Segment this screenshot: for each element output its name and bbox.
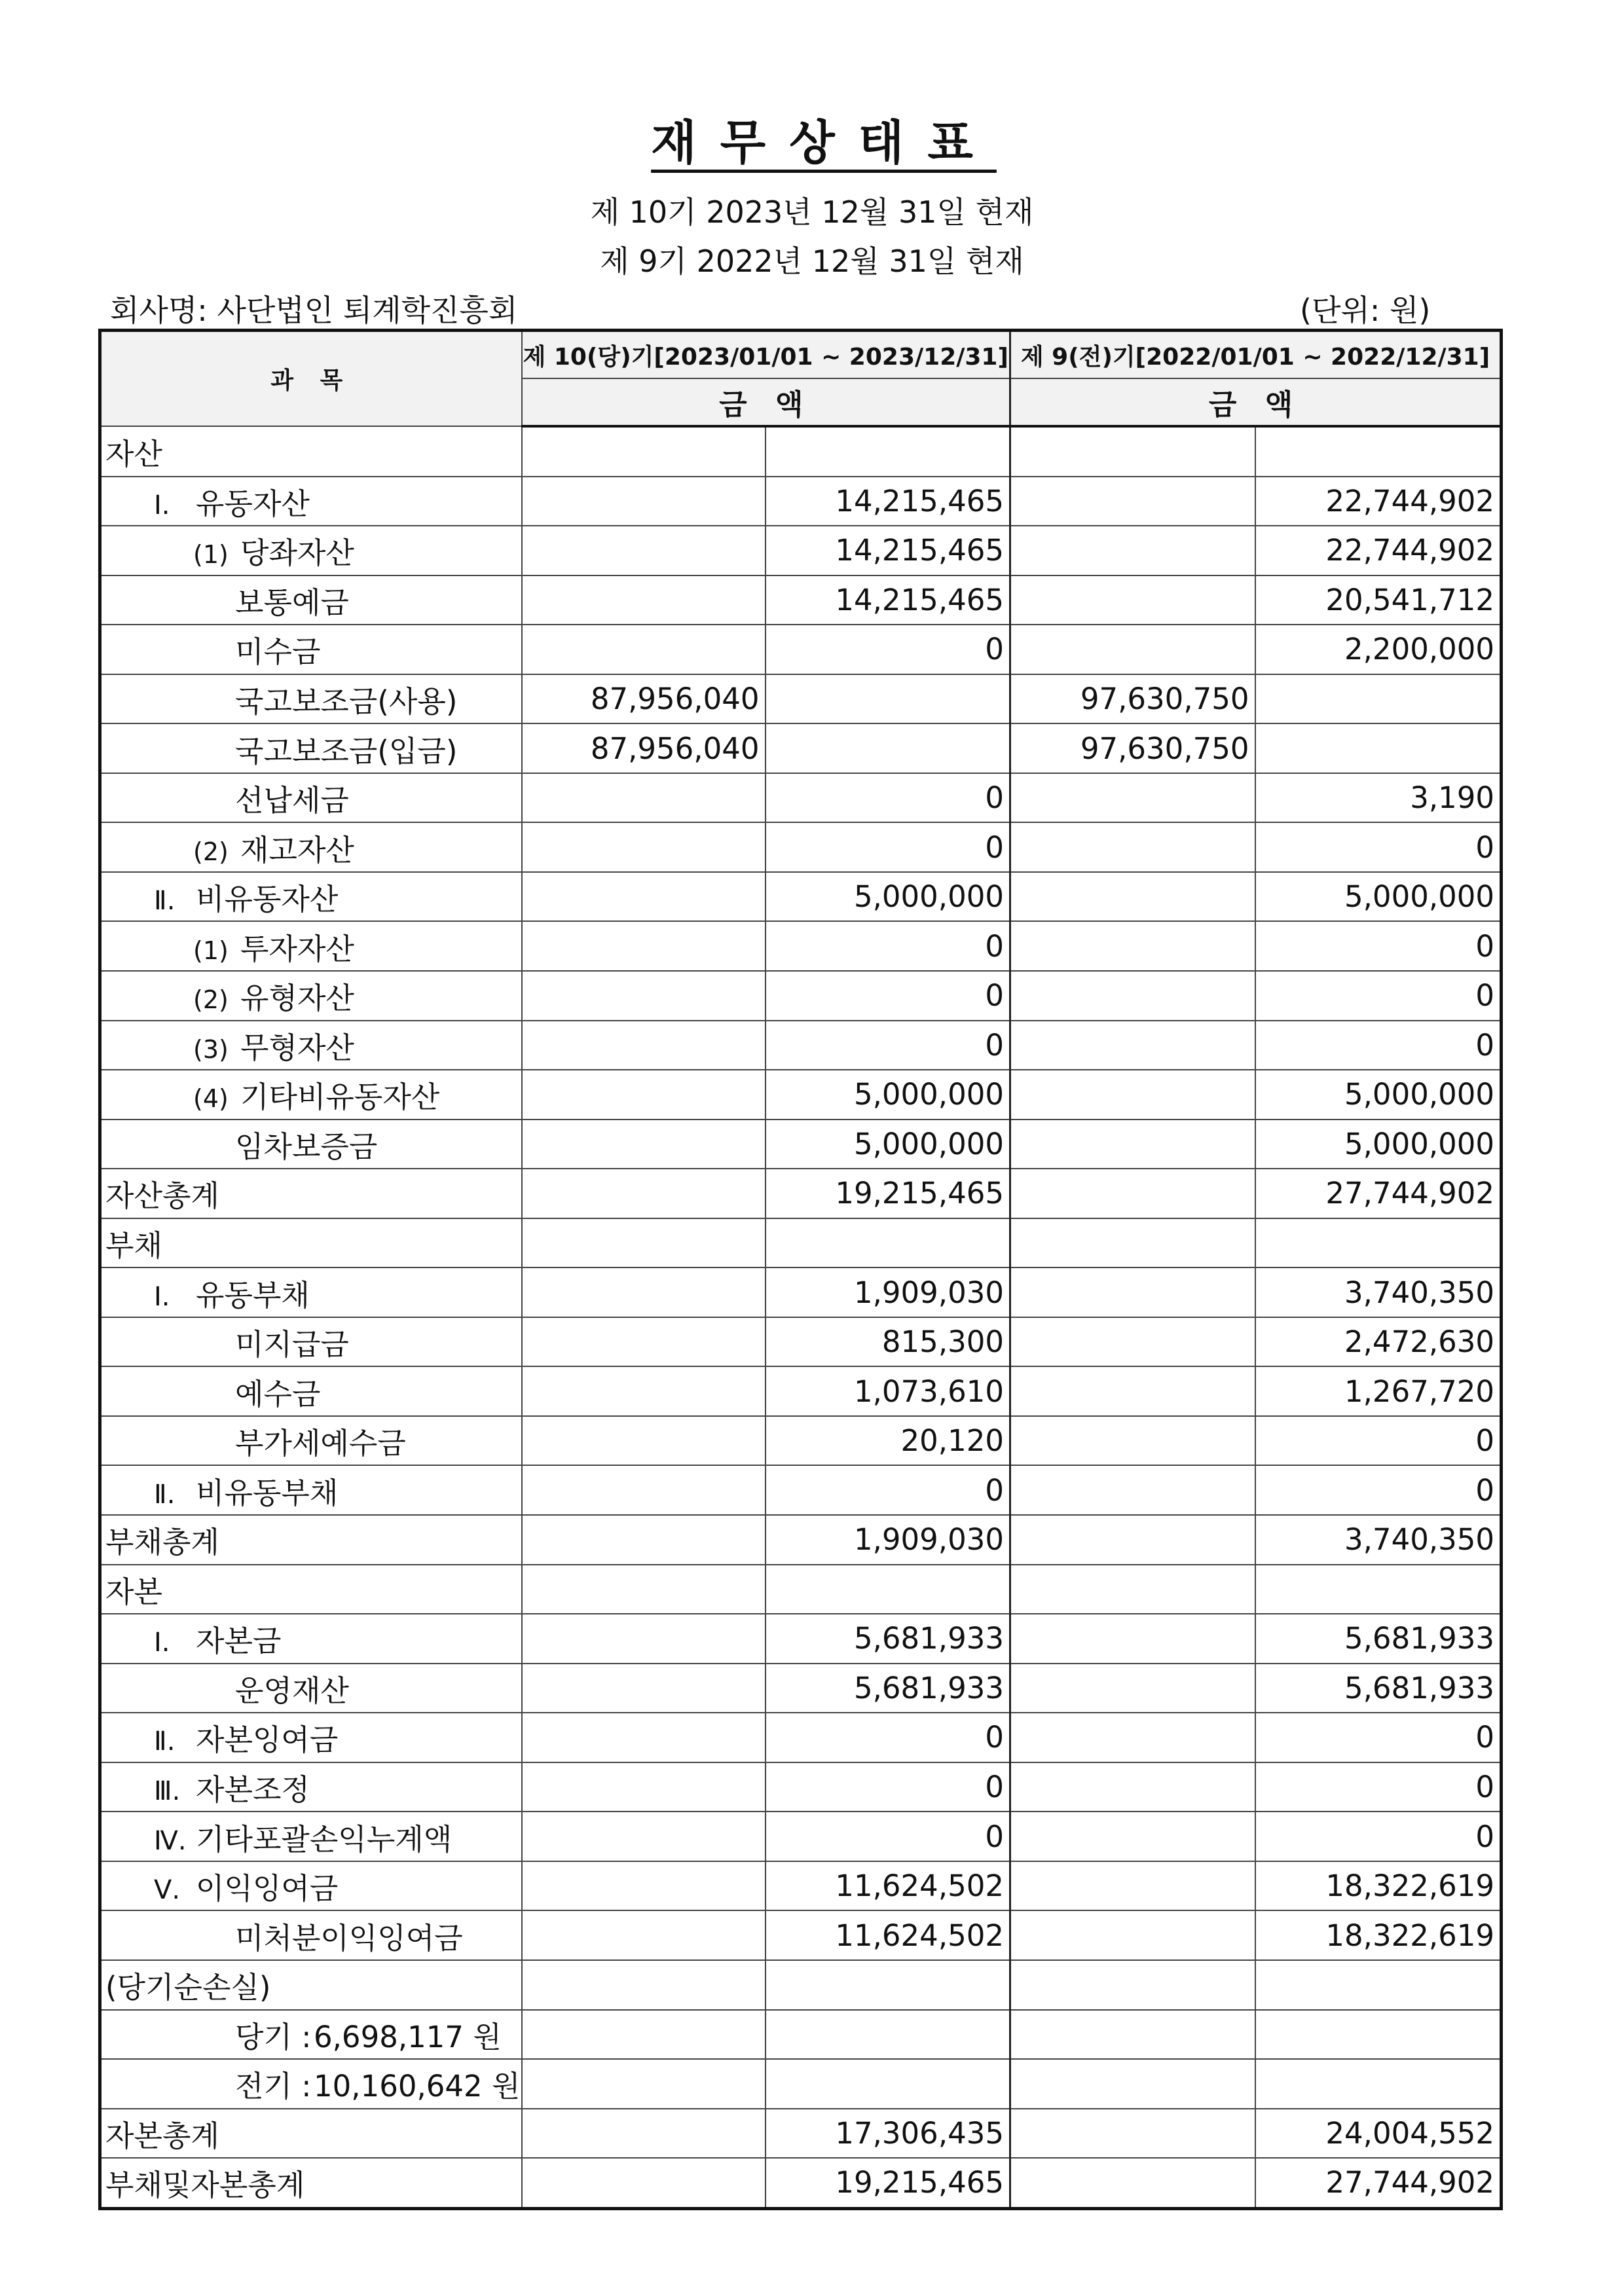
current-detail-cell [522, 1664, 766, 1713]
section-marker: (3) [193, 1034, 229, 1064]
current-total-cell [766, 2059, 1010, 2109]
current-period-header: 제 10(당)기[2023/01/01 ~ 2023/12/31] [522, 331, 1010, 379]
prior-total-cell: 0 [1255, 1021, 1502, 1070]
prior-detail-cell [1010, 1070, 1255, 1120]
current-detail-cell [522, 872, 766, 922]
current-total-cell: 1,909,030 [766, 1267, 1010, 1317]
prior-detail-cell [1010, 1614, 1255, 1664]
table-row [100, 1565, 1502, 1614]
section-marker: (1) [193, 936, 229, 965]
prior-detail-cell [1010, 1120, 1255, 1169]
current-total-cell: 11,624,502 [766, 1910, 1010, 1960]
current-total-cell [766, 2010, 1010, 2060]
section-marker: Ⅲ. [154, 1776, 181, 1807]
current-detail-cell [522, 2158, 766, 2208]
table-row [100, 971, 1502, 1021]
prior-detail-cell [1010, 1762, 1255, 1812]
section-marker: (2) [193, 837, 229, 866]
prior-total-cell: 5,681,933 [1255, 1664, 1502, 1713]
prior-detail-cell [1010, 822, 1255, 872]
table-row [100, 1120, 1502, 1169]
table-row [100, 1812, 1502, 1861]
current-detail-cell [522, 2109, 766, 2159]
prior-detail-cell [1010, 872, 1255, 922]
table-row [100, 1366, 1502, 1416]
account-label: 자산 [100, 426, 522, 477]
account-label: (3) 무형자산 [100, 1021, 522, 1070]
current-total-cell [766, 723, 1010, 773]
table-row [100, 1664, 1502, 1713]
section-marker: Ⅰ. [154, 1281, 170, 1312]
table-row [100, 1317, 1502, 1367]
table-row [100, 1614, 1502, 1664]
section-marker: (1) [193, 540, 229, 570]
account-label: Ⅱ. 비유동부채 [100, 1465, 522, 1515]
current-total-cell: 0 [766, 971, 1010, 1021]
current-detail-cell [522, 575, 766, 625]
account-label: 미수금 [100, 625, 522, 674]
current-detail-cell [522, 1465, 766, 1515]
prior-total-cell: 20,541,712 [1255, 575, 1502, 625]
current-total-cell: 11,624,502 [766, 1861, 1010, 1911]
prior-detail-cell [1010, 1565, 1255, 1614]
net-loss-prior: 전기 :10,160,642 원 [100, 2059, 522, 2109]
period-prior: 제 9기 2022년 12월 31일 현재 [600, 244, 1024, 279]
current-detail-cell [522, 1267, 766, 1317]
account-label: 선납세금 [100, 773, 522, 823]
section-marker: Ⅱ. [154, 1726, 175, 1757]
current-detail-cell [522, 1565, 766, 1614]
prior-total-cell: 27,744,902 [1255, 2158, 1502, 2208]
prior-detail-cell [1010, 1515, 1255, 1565]
prior-total-cell: 24,004,552 [1255, 2109, 1502, 2159]
current-detail-cell [522, 2059, 766, 2109]
account-label: (4) 기타비유동자산 [100, 1070, 522, 1120]
current-detail-cell [522, 1861, 766, 1911]
company-name: 회사명: 사단법인 퇴계학진흥회 [110, 293, 518, 328]
table-row [100, 1021, 1502, 1070]
account-label: 예수금 [100, 1366, 522, 1416]
prior-total-cell: 0 [1255, 1762, 1502, 1812]
current-detail-cell [522, 1218, 766, 1268]
prior-detail-cell [1010, 773, 1255, 823]
prior-period-header: 제 9(전)기[2022/01/01 ~ 2022/12/31] [1010, 331, 1502, 379]
account-label: 부채 [100, 1218, 522, 1268]
account-label: Ⅳ. 기타포괄손익누계액 [100, 1812, 522, 1861]
subject-header: 과 목 [100, 331, 522, 427]
current-detail-cell [522, 1960, 766, 2010]
prior-detail-cell [1010, 1465, 1255, 1515]
prior-detail-cell [1010, 1218, 1255, 1268]
account-label: 보통예금 [100, 575, 522, 625]
section-marker: (4) [193, 1084, 229, 1114]
table-row [100, 2158, 1502, 2208]
prior-detail-cell [1010, 1960, 1255, 2010]
account-label: (1) 투자자산 [100, 921, 522, 971]
current-total-cell: 5,681,933 [766, 1664, 1010, 1713]
account-label: 미지급금 [100, 1317, 522, 1367]
prior-detail-cell [1010, 426, 1255, 477]
current-detail-cell [522, 773, 766, 823]
account-label: 미처분이익잉여금 [100, 1910, 522, 1960]
prior-total-cell [1255, 1960, 1502, 2010]
current-detail-cell [522, 921, 766, 971]
prior-total-cell: 0 [1255, 1812, 1502, 1861]
prior-total-cell: 0 [1255, 921, 1502, 971]
current-detail-cell [522, 1070, 766, 1120]
account-label: Ⅲ. 자본조정 [100, 1762, 522, 1812]
prior-total-cell: 2,200,000 [1255, 625, 1502, 674]
current-detail-cell [522, 1762, 766, 1812]
account-label: Ⅱ. 비유동자산 [100, 872, 522, 922]
account-label: (당기순손실) [100, 1960, 522, 2010]
table-row [100, 575, 1502, 625]
table-row [100, 426, 1502, 477]
prior-detail-cell [1010, 2010, 1255, 2060]
table-row [100, 1762, 1502, 1812]
current-detail-cell [522, 1910, 766, 1960]
prior-detail-cell [1010, 1664, 1255, 1713]
section-marker: Ⅰ. [154, 1628, 170, 1658]
prior-detail-cell [1010, 2109, 1255, 2159]
prior-total-cell: 5,681,933 [1255, 1614, 1502, 1664]
current-total-cell [766, 426, 1010, 477]
table-row [100, 1267, 1502, 1317]
current-total-cell: 20,120 [766, 1416, 1010, 1466]
section-marker: (2) [193, 985, 229, 1015]
prior-total-cell: 1,267,720 [1255, 1366, 1502, 1416]
current-detail-cell: 87,956,040 [522, 723, 766, 773]
current-detail-cell [522, 1120, 766, 1169]
document-title-text: 재무상태표 [651, 115, 997, 170]
current-total-cell [766, 1565, 1010, 1614]
prior-detail-cell [1010, 1713, 1255, 1762]
current-total-cell: 0 [766, 1762, 1010, 1812]
prior-detail-cell [1010, 1169, 1255, 1218]
table-row [100, 1465, 1502, 1515]
current-total-cell: 0 [766, 921, 1010, 971]
current-total-cell: 0 [766, 1713, 1010, 1762]
document-title [0, 105, 1624, 173]
table-row [100, 1218, 1502, 1268]
current-detail-cell [522, 625, 766, 674]
current-total-cell: 5,681,933 [766, 1614, 1010, 1664]
current-detail-cell: 87,956,040 [522, 674, 766, 724]
prior-total-cell: 22,744,902 [1255, 526, 1502, 575]
current-total-cell: 0 [766, 1021, 1010, 1070]
prior-total-cell [1255, 1218, 1502, 1268]
prior-total-cell [1255, 2059, 1502, 2109]
prior-detail-cell [1010, 2059, 1255, 2109]
account-label: 자본 [100, 1565, 522, 1614]
current-total-cell: 0 [766, 625, 1010, 674]
current-detail-cell [522, 1515, 766, 1565]
current-amount-header: 금 액 [522, 378, 1010, 426]
current-total-cell: 5,000,000 [766, 1070, 1010, 1120]
table-row [100, 1861, 1502, 1911]
section-marker: Ⅱ. [154, 1479, 175, 1510]
current-total-cell: 5,000,000 [766, 1120, 1010, 1169]
current-detail-cell [522, 1713, 766, 1762]
prior-total-cell: 18,322,619 [1255, 1910, 1502, 1960]
prior-amount-header: 금 액 [1010, 378, 1502, 426]
account-label: (2) 재고자산 [100, 822, 522, 872]
prior-total-cell: 5,000,000 [1255, 872, 1502, 922]
current-total-cell: 0 [766, 1812, 1010, 1861]
prior-total-cell: 0 [1255, 1465, 1502, 1515]
table-row [100, 872, 1502, 922]
table-row [100, 1169, 1502, 1218]
current-detail-cell [522, 1021, 766, 1070]
period-current: 제 10기 2023년 12월 31일 현재 [590, 194, 1034, 230]
account-label: Ⅱ. 자본잉여금 [100, 1713, 522, 1762]
prior-total-cell [1255, 1565, 1502, 1614]
prior-total-cell: 5,000,000 [1255, 1070, 1502, 1120]
prior-total-cell: 0 [1255, 822, 1502, 872]
prior-total-cell: 3,740,350 [1255, 1515, 1502, 1565]
current-detail-cell [522, 971, 766, 1021]
account-label: 국고보조금(사용) [100, 674, 522, 724]
prior-total-cell: 0 [1255, 971, 1502, 1021]
table-row [100, 1070, 1502, 1120]
balance-sheet-table [98, 329, 1503, 2210]
prior-detail-cell [1010, 526, 1255, 575]
current-detail-cell [522, 1416, 766, 1466]
table-row [100, 625, 1502, 674]
table-row [100, 477, 1502, 526]
prior-total-cell: 22,744,902 [1255, 477, 1502, 526]
net-loss-current: 당기 :6,698,117 원 [100, 2010, 522, 2060]
header-row [100, 331, 1502, 379]
table-row [100, 2109, 1502, 2159]
prior-detail-cell [1010, 2158, 1255, 2208]
current-total-cell [766, 1960, 1010, 2010]
account-label: 임차보증금 [100, 1120, 522, 1169]
prior-detail-cell [1010, 1366, 1255, 1416]
account-label: 부채및자본총계 [100, 2158, 522, 2208]
account-label: Ⅰ. 유동자산 [100, 477, 522, 526]
current-detail-cell [522, 2010, 766, 2060]
table-row [100, 2059, 1502, 2109]
prior-detail-cell [1010, 477, 1255, 526]
net-loss-current-value: 6,698,117 원 [314, 2019, 502, 2054]
prior-detail-cell [1010, 1021, 1255, 1070]
current-total-cell: 5,000,000 [766, 872, 1010, 922]
table-row [100, 921, 1502, 971]
table-row [100, 1416, 1502, 1466]
current-detail-cell [522, 1812, 766, 1861]
account-label: Ⅰ. 자본금 [100, 1614, 522, 1664]
prior-detail-cell [1010, 921, 1255, 971]
current-total-cell: 14,215,465 [766, 526, 1010, 575]
table-row [100, 723, 1502, 773]
prior-total-cell: 3,190 [1255, 773, 1502, 823]
prior-total-cell: 18,322,619 [1255, 1861, 1502, 1911]
account-label: 자산총계 [100, 1169, 522, 1218]
prior-detail-cell [1010, 625, 1255, 674]
account-label: Ⅴ. 이익잉여금 [100, 1861, 522, 1911]
prior-detail-cell: 97,630,750 [1010, 723, 1255, 773]
table-row [100, 1713, 1502, 1762]
current-total-cell: 0 [766, 1465, 1010, 1515]
current-total-cell: 19,215,465 [766, 1169, 1010, 1218]
prior-detail-cell [1010, 1416, 1255, 1466]
current-total-cell: 19,215,465 [766, 2158, 1010, 2208]
table-row [100, 526, 1502, 575]
prior-total-cell: 2,472,630 [1255, 1317, 1502, 1367]
unit-label: (단위: 원) [1300, 293, 1431, 328]
prior-total-cell [1255, 426, 1502, 477]
prior-total-cell: 0 [1255, 1416, 1502, 1466]
current-total-cell: 1,073,610 [766, 1366, 1010, 1416]
account-label: (1) 당좌자산 [100, 526, 522, 575]
current-total-cell: 17,306,435 [766, 2109, 1010, 2159]
prior-detail-cell [1010, 1910, 1255, 1960]
table-row [100, 2010, 1502, 2060]
prior-total-cell: 0 [1255, 1713, 1502, 1762]
current-total-cell: 14,215,465 [766, 477, 1010, 526]
prior-total-cell: 5,000,000 [1255, 1120, 1502, 1169]
current-total-cell: 815,300 [766, 1317, 1010, 1367]
current-detail-cell [522, 1317, 766, 1367]
current-total-cell: 0 [766, 773, 1010, 823]
current-detail-cell [522, 526, 766, 575]
table-row [100, 674, 1502, 724]
account-label: 운영재산 [100, 1664, 522, 1713]
prior-total-cell: 3,740,350 [1255, 1267, 1502, 1317]
prior-total-cell [1255, 723, 1502, 773]
current-total-cell: 0 [766, 822, 1010, 872]
account-label: 부가세예수금 [100, 1416, 522, 1466]
prior-detail-cell [1010, 1812, 1255, 1861]
prior-total-cell [1255, 674, 1502, 724]
table-row [100, 1960, 1502, 2010]
current-detail-cell [522, 1366, 766, 1416]
table-row [100, 1910, 1502, 1960]
net-loss-prior-value: 10,160,642 원 [314, 2069, 521, 2104]
account-label: 자본총계 [100, 2109, 522, 2159]
prior-detail-cell: 97,630,750 [1010, 674, 1255, 724]
prior-detail-cell [1010, 1267, 1255, 1317]
account-label: 부채총계 [100, 1515, 522, 1565]
current-detail-cell [522, 477, 766, 526]
section-marker: Ⅰ. [154, 490, 170, 520]
current-detail-cell [522, 426, 766, 477]
prior-total-cell [1255, 2010, 1502, 2060]
account-label: (2) 유형자산 [100, 971, 522, 1021]
prior-total-cell: 27,744,902 [1255, 1169, 1502, 1218]
prior-detail-cell [1010, 575, 1255, 625]
current-detail-cell [522, 1614, 766, 1664]
current-total-cell: 1,909,030 [766, 1515, 1010, 1565]
account-label: 국고보조금(입금) [100, 723, 522, 773]
current-total-cell [766, 1218, 1010, 1268]
current-detail-cell [522, 822, 766, 872]
prior-detail-cell [1010, 971, 1255, 1021]
current-total-cell [766, 674, 1010, 724]
current-detail-cell [522, 1169, 766, 1218]
prior-detail-cell [1010, 1317, 1255, 1367]
table-row [100, 773, 1502, 823]
current-total-cell: 14,215,465 [766, 575, 1010, 625]
prior-detail-cell [1010, 1861, 1255, 1911]
account-label: Ⅰ. 유동부채 [100, 1267, 522, 1317]
table-row [100, 822, 1502, 872]
table-row [100, 1515, 1502, 1565]
section-marker: Ⅳ. [154, 1825, 187, 1856]
section-marker: Ⅴ. [154, 1875, 181, 1906]
section-marker: Ⅱ. [154, 886, 175, 917]
